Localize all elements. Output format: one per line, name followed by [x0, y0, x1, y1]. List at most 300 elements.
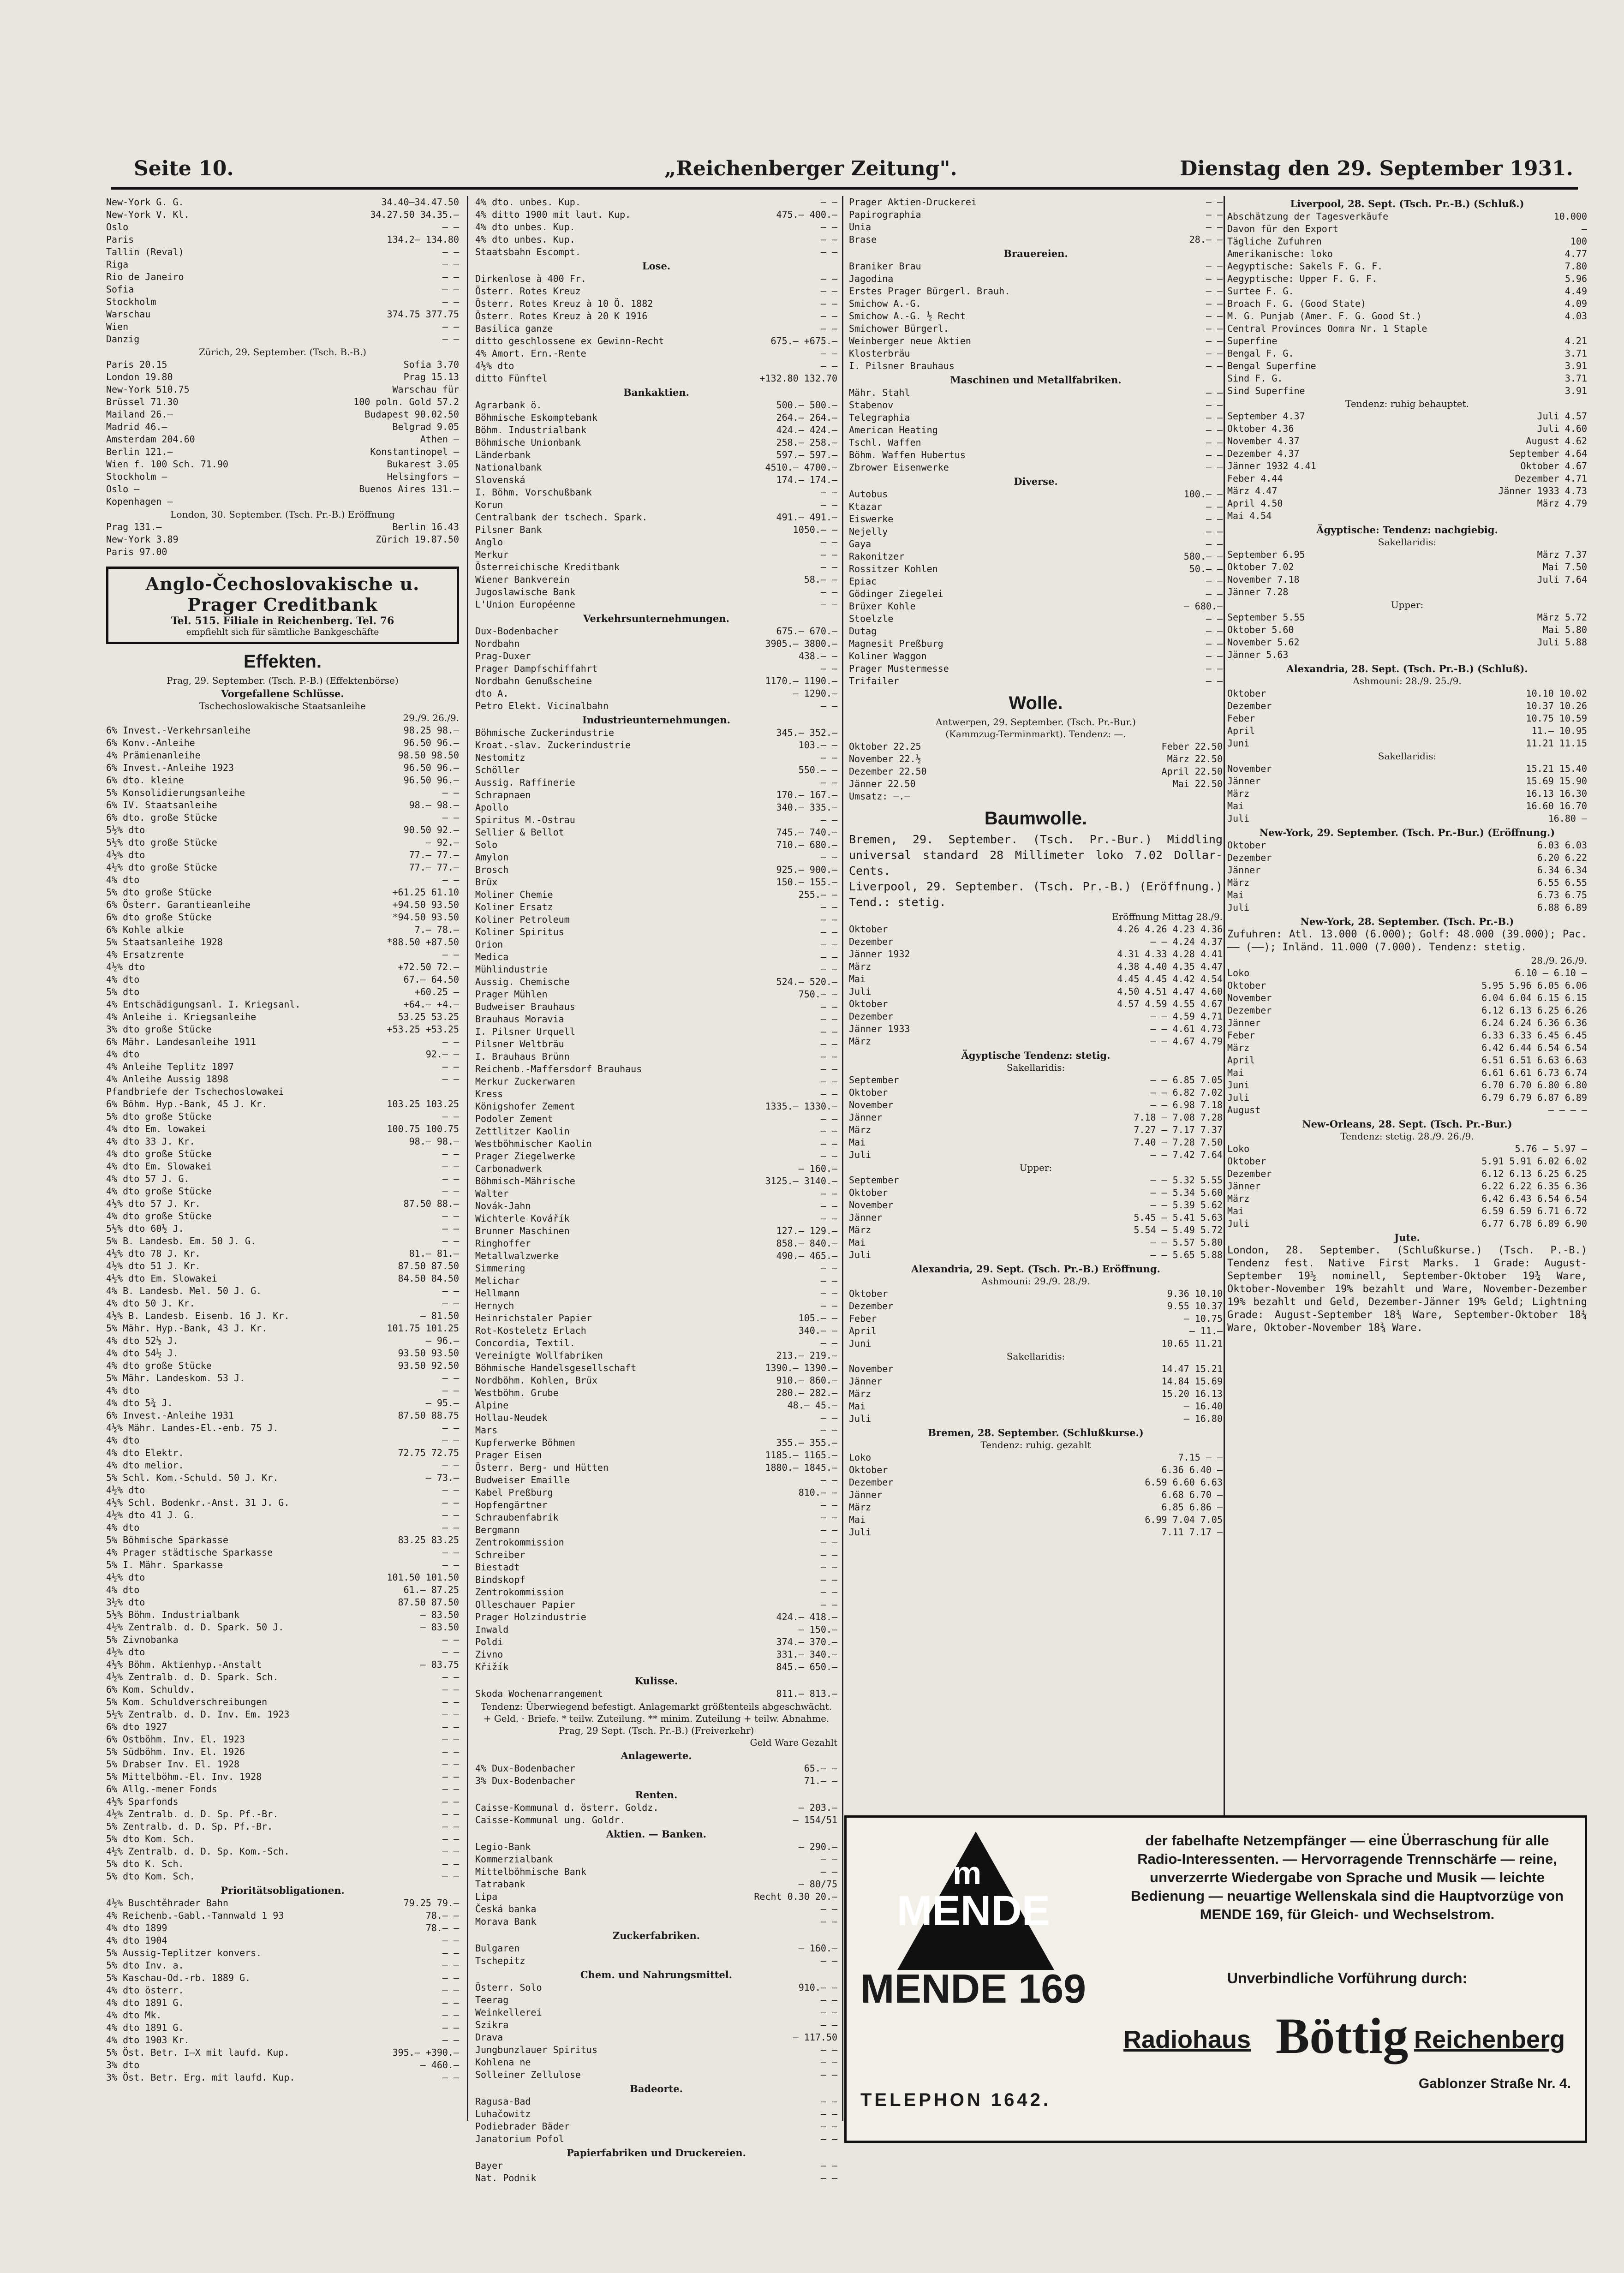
table-row — [1227, 1205, 1587, 1217]
table-row — [475, 913, 837, 926]
table-row — [106, 1845, 459, 1858]
table-row — [475, 1775, 837, 1787]
row-value: — — — [820, 499, 837, 510]
table-row — [106, 209, 459, 221]
row-value: — — — [820, 1088, 837, 1099]
row-value: 67.— 64.50 — [403, 974, 459, 985]
row-label: Jänner 1932 4.41 — [1227, 460, 1316, 471]
row-label: Oktober — [849, 998, 888, 1009]
row-label: März 4.47 — [1227, 485, 1278, 496]
table-row — [106, 1098, 459, 1110]
row-label: New-York 510.75 — [106, 384, 190, 395]
row-value: 491.— 491.— — [776, 512, 837, 523]
row-value: 77.— 77.— — [409, 849, 459, 860]
row-value: — — — [820, 1213, 837, 1224]
row-label: 4% dto 1903 Kr. — [106, 2034, 190, 2046]
row-value: — — — [442, 1833, 459, 1844]
row-value: 98.— 98.— — [409, 1136, 459, 1147]
row-value: 7.15 — — — [1178, 1452, 1223, 1463]
bank-advertisement — [106, 567, 459, 644]
row-label: Metallwalzwerke — [475, 1250, 559, 1261]
row-value: 490.— 465.— — [776, 1250, 837, 1261]
row-value: Juli 7.64 — [1537, 574, 1587, 585]
row-value: Jänner 1933 4.73 — [1498, 485, 1587, 496]
table-row — [1227, 992, 1587, 1004]
row-label: 4% Prämienanleihe — [106, 750, 201, 761]
row-label: Solleiner Zellulose — [475, 2069, 581, 2080]
row-label: Spiritus M.-Ostrau — [475, 814, 575, 825]
table-row — [475, 1915, 837, 1928]
row-label: 4½% dto — [106, 849, 145, 860]
row-label: 4% B. Landesb. Mel. 50 J. G. — [106, 1285, 262, 1296]
row-label: 4½% Sparfonds — [106, 1796, 179, 1807]
row-label: März — [849, 1502, 872, 1513]
row-label: November 22.½ — [849, 753, 921, 764]
row-value: Konstantinopel — — [370, 446, 459, 457]
row-value: — — — [1206, 638, 1223, 649]
row-label: 6% IV. Staatsanleihe — [106, 799, 217, 811]
row-label: Juli — [1227, 1092, 1250, 1103]
table-row — [475, 549, 837, 561]
table-row — [849, 310, 1223, 322]
row-label: Klosterbräu — [849, 348, 910, 359]
row-label: 4% dto Mk. — [106, 2010, 162, 2021]
alexandria-columns: Ashmouni: 29./9. 28./9. — [981, 1276, 1090, 1287]
row-label: Dezember — [849, 1011, 894, 1022]
row-value: — — — [1206, 449, 1223, 460]
aegy-sak-heading: Sakellaridis: — [1378, 537, 1437, 548]
row-label: 4% dto große Stücke — [106, 1360, 212, 1371]
anlage-list — [475, 1762, 837, 1787]
row-label: Jänner — [1227, 1181, 1261, 1192]
row-value: 10.37 10.26 — [1526, 700, 1587, 711]
row-label: Biestadt — [475, 1562, 520, 1573]
london-list — [106, 521, 459, 558]
row-label: Jänner — [849, 1489, 883, 1500]
table-row — [475, 650, 837, 662]
row-value: 374.— 370.— — [776, 1636, 837, 1647]
demo-notice: Unverbindliche Vorführung durch: — [1227, 1970, 1468, 1987]
row-label: Kopenhagen — — [106, 496, 173, 507]
row-label: Juli — [849, 1249, 872, 1260]
table-row — [1227, 763, 1587, 775]
newyork2-heading: New-York, 28. September. (Tsch. Pr.-B.) — [1300, 916, 1514, 927]
row-value: 103.25 103.25 — [387, 1098, 459, 1110]
table-row — [475, 2044, 837, 2056]
row-label: Zettlitzer Kaolin — [475, 1126, 570, 1137]
table-row — [1227, 573, 1587, 586]
table-row — [475, 638, 837, 650]
row-label: Koliner Waggon — [849, 650, 927, 662]
row-value: — — — [442, 2034, 459, 2046]
row-label: Böhmisch-Mährische — [475, 1175, 575, 1187]
row-label: Merkur Zuckerwaren — [475, 1076, 575, 1087]
row-label: 4½% Zentralb. d. D. Sp. Kom.-Sch. — [106, 1846, 290, 1857]
row-label: 6% dto. große Stücke — [106, 812, 217, 823]
table-row — [475, 700, 837, 712]
row-value: 9.36 10.10 — [1167, 1288, 1223, 1299]
row-label: 5% Drabser Inv. El. 1928 — [106, 1759, 239, 1770]
row-label: Jungbunzlauer Spiritus — [475, 2044, 597, 2055]
row-label: New-York 3.89 — [106, 534, 179, 545]
table-row — [475, 776, 837, 789]
renten-list — [475, 1802, 837, 1826]
row-value: 6.59 6.59 6.71 6.72 — [1481, 1205, 1587, 1217]
table-row — [475, 901, 837, 913]
table-row — [849, 675, 1223, 687]
table-row — [475, 926, 837, 938]
table-row — [1227, 347, 1587, 360]
row-label: 5½% Zentralb. d. D. Inv. Em. 1923 — [106, 1709, 290, 1720]
table-row — [106, 221, 459, 233]
row-label: Rot-Kosteletz Erlach — [475, 1325, 586, 1336]
row-label: 4% dto — [106, 974, 140, 985]
row-value: — — — [442, 1997, 459, 2008]
row-label: Brüx — [475, 877, 498, 888]
table-row — [475, 436, 837, 449]
row-label: Österr. Rotes Kreuz à 20 K 1916 — [475, 310, 648, 322]
row-value: 96.50 96.— — [403, 775, 459, 786]
row-value: — — — [442, 1298, 459, 1309]
row-label: 4% Prager städtische Sparkasse — [106, 1547, 273, 1558]
table-row — [849, 260, 1223, 273]
mende-radio-advertisement — [844, 1815, 1587, 2143]
legend-note: + Geld. · Briefe. * teilw. Zuteilung. ** minim. Zuteilung + teilw. Abnahme. — [483, 1713, 830, 1724]
table-row — [106, 1073, 459, 1086]
row-value: — — — [820, 561, 837, 573]
row-label: Prager Ziegelwerke — [475, 1151, 575, 1162]
table-row — [849, 985, 1223, 998]
table-row — [475, 876, 837, 889]
row-value: 7.11 7.17 — — [1161, 1527, 1223, 1538]
row-value: 6.85 6.86 — — [1161, 1502, 1223, 1513]
row-value: — — 6.82 7.02 — [1150, 1087, 1223, 1098]
row-label: Oktober — [1227, 688, 1266, 699]
row-value: 34.40—34.47.50 — [381, 197, 459, 208]
table-row — [1227, 235, 1587, 248]
table-row — [475, 1349, 837, 1362]
row-value: September 4.64 — [1509, 448, 1587, 459]
row-value: — — — [820, 1903, 837, 1915]
table-row — [475, 662, 837, 675]
table-row — [106, 283, 459, 296]
table-row — [106, 1409, 459, 1422]
table-row — [475, 1611, 837, 1623]
row-label: Agrarbank ö. — [475, 400, 542, 411]
row-value: — 16.40 — [1183, 1401, 1223, 1412]
row-value: — 1290.— — [793, 688, 837, 699]
table-row — [849, 778, 1223, 790]
row-value: 4510.— 4700.— — [765, 462, 837, 473]
row-label: Paris 97.00 — [106, 546, 167, 557]
row-label: Jänner 22.50 — [849, 778, 916, 789]
row-label: 4% dto — [106, 1522, 140, 1533]
bank-heading: Bankaktien. — [623, 387, 689, 398]
row-value: — — — [820, 700, 837, 711]
table-row — [849, 1211, 1223, 1224]
table-row — [106, 495, 459, 508]
row-label: 4% ditto 1900 mit laut. Kup. — [475, 209, 631, 220]
row-label: September 5.55 — [1227, 612, 1305, 623]
row-value: — — — [442, 1497, 459, 1508]
row-value: 4.09 — [1564, 298, 1587, 309]
row-label: 4% dto Em. lowakei — [106, 1123, 206, 1134]
row-label: Surtee F. G. — [1227, 286, 1294, 297]
liv2-heading: Liverpool, 28. Sept. (Tsch. Pr.-B.) (Schluß.) — [1290, 198, 1524, 209]
table-row — [106, 1135, 459, 1148]
row-value: — — — [820, 2019, 837, 2030]
effekten-heading: Effekten. — [244, 651, 322, 672]
row-label: Amylon — [475, 852, 509, 863]
table-row — [1227, 611, 1587, 624]
row-label: Prag-Duxer — [475, 650, 531, 662]
row-label: 4% dto große Stücke — [106, 1186, 212, 1197]
row-value: — — — [1206, 576, 1223, 587]
table-row — [106, 1534, 459, 1546]
row-label: Kohlena ne — [475, 2057, 531, 2068]
row-value: — — — [820, 537, 837, 548]
table-row — [1227, 901, 1587, 914]
row-value: — — — [820, 752, 837, 763]
table-row — [475, 461, 837, 474]
row-label: März — [1227, 877, 1250, 888]
table-row — [475, 233, 837, 246]
row-value: — — — [820, 310, 837, 322]
row-label: Brunner Maschinen — [475, 1225, 570, 1236]
row-label: Walter — [475, 1188, 509, 1199]
table-row — [106, 1559, 459, 1571]
row-value: 100.— — — [1183, 489, 1223, 500]
alex2-list — [1227, 687, 1587, 750]
row-value: — — — [820, 1994, 837, 2005]
row-label: I. Pilsner Brauhaus — [849, 360, 955, 371]
row-value: 5.91 5.91 6.02 6.02 — [1481, 1156, 1587, 1167]
newspaper-title: „Reichenberger Zeitung". — [664, 157, 957, 180]
table-row — [475, 1187, 837, 1200]
table-row — [475, 1688, 837, 1700]
row-value: — — — [442, 1485, 459, 1496]
table-row — [849, 424, 1223, 436]
row-label: Jugoslawische Bank — [475, 586, 575, 597]
row-value: 78.— — — [425, 1922, 459, 1933]
row-value: — — — [1206, 387, 1223, 398]
table-row — [475, 1125, 837, 1138]
row-value: — — — [820, 1051, 837, 1062]
table-row — [1227, 725, 1587, 737]
table-row — [106, 1472, 459, 1484]
table-row — [475, 1163, 837, 1175]
table-row — [475, 511, 837, 524]
table-row — [475, 322, 837, 335]
row-value: — — — [820, 1126, 837, 1137]
row-label: Telegraphia — [849, 412, 910, 423]
row-value: 4.26 4.26 4.23 4.36 — [1117, 924, 1223, 935]
row-value: Buenos Aires 131.— — [359, 483, 459, 495]
row-label: 4% dto melior. — [106, 1460, 184, 1471]
row-value: 3.91 — [1564, 385, 1587, 396]
row-value: 34.27.50 34.35.— — [370, 209, 459, 220]
row-value: — — — [820, 348, 837, 359]
table-row — [475, 1561, 837, 1574]
table-row — [106, 1036, 459, 1048]
row-label: 6% Konv.-Anleihe — [106, 737, 195, 748]
row-label: 4% dto — [106, 1385, 140, 1396]
row-value: — 95.— — [425, 1397, 459, 1408]
row-label: 4% dto 33 J. Kr. — [106, 1136, 195, 1147]
row-label: Erstes Prager Bürgerl. Brauh. — [849, 286, 1010, 297]
liverpool-report: Liverpool, 29. September. (Tsch. Pr.-B.) (Eröffnung.) Tend.: stetig. — [849, 880, 1223, 909]
row-label: Aegyptische: Upper F. G. F. — [1227, 273, 1378, 284]
row-value: — — — [1206, 197, 1223, 208]
row-label: November — [849, 1363, 894, 1374]
row-label: Lipa — [475, 1891, 498, 1902]
table-row — [1227, 787, 1587, 800]
alexandria-heading: Alexandria, 29. Sept. (Tsch. Pr.-B.) Eröffnung. — [911, 1263, 1160, 1275]
table-row — [1227, 1143, 1587, 1155]
row-label: Oslo — [106, 221, 129, 233]
row-value: — — — [442, 1985, 459, 1996]
row-value: — — — [442, 1684, 459, 1695]
table-row — [106, 1922, 459, 1934]
row-value: — — — [820, 1955, 837, 1966]
table-row — [475, 221, 837, 233]
table-row — [849, 1187, 1223, 1199]
row-label: Juli — [849, 1527, 872, 1538]
row-label: Anglo — [475, 537, 503, 548]
bank-ad-tagline: empfiehlt sich für sämtliche Bankgeschäfte — [186, 627, 379, 637]
row-value: 1050.— — — [793, 524, 837, 535]
row-value: — — — [820, 964, 837, 975]
table-row — [106, 1235, 459, 1247]
table-row — [1227, 852, 1587, 864]
row-value: — — — [442, 1522, 459, 1533]
row-value: — — — [820, 2044, 837, 2055]
table-row — [475, 801, 837, 814]
row-label: Dezember — [1227, 852, 1272, 863]
table-row — [475, 1866, 837, 1878]
table-row — [1227, 1193, 1587, 1205]
row-value: — — — [1206, 437, 1223, 448]
table-row — [1227, 1155, 1587, 1168]
row-label: Böhmische Eskomptebank — [475, 412, 597, 423]
row-value: — — — [820, 1866, 837, 1877]
row-value: — — 6.98 7.18 — [1150, 1099, 1223, 1110]
row-value: März 7.37 — [1537, 549, 1587, 560]
row-value: März 22.50 — [1167, 753, 1223, 764]
row-value: 4.49 — [1564, 286, 1587, 297]
row-value: April 22.50 — [1161, 766, 1223, 777]
row-label: Sind Superfine — [1227, 385, 1305, 396]
row-label: Kupferwerke Böhmen — [475, 1437, 575, 1448]
row-value: 4.57 4.59 4.55 4.67 — [1117, 998, 1223, 1009]
table-row — [1227, 273, 1587, 285]
table-row — [849, 1501, 1223, 1514]
row-value: 6.61 6.61 6.73 6.74 — [1481, 1067, 1587, 1078]
table-row — [106, 1870, 459, 1883]
verkehr-heading: Verkehrsunternehmungen. — [583, 613, 729, 624]
row-value: 3125.— 3140.— — [765, 1175, 837, 1187]
row-label: Mai — [1227, 800, 1244, 811]
row-value: — — — [820, 273, 837, 284]
table-row — [475, 449, 837, 461]
table-row — [106, 911, 459, 924]
newyork2-list — [1227, 967, 1587, 1116]
row-label: Budweiser Brauhaus — [475, 1001, 575, 1012]
row-value: 3905.— 3800.— — [765, 638, 837, 649]
row-value: 1390.— 1390.— — [765, 1362, 837, 1373]
row-label: Brase — [849, 234, 877, 245]
table-row — [475, 499, 837, 511]
table-row — [106, 458, 459, 471]
row-value: — — — [442, 1858, 459, 1869]
table-row — [106, 1796, 459, 1808]
row-label: März — [849, 1388, 872, 1399]
table-row — [106, 1272, 459, 1285]
table-row — [849, 1199, 1223, 1211]
table-row — [475, 1138, 837, 1150]
row-value: — — — [442, 259, 459, 270]
row-value: 845.— 650.— — [776, 1661, 837, 1672]
row-label: April 4.50 — [1227, 498, 1283, 509]
table-row — [475, 298, 837, 310]
row-label: Feber — [1227, 1030, 1255, 1041]
row-label: 6% Österr. Garantieanleihe — [106, 899, 251, 910]
row-value: Juli 5.88 — [1537, 637, 1587, 648]
row-label: Schrapnaen — [475, 789, 531, 800]
row-label: Mai — [1227, 1067, 1244, 1078]
row-value: — — — [820, 1537, 837, 1548]
table-row — [475, 1300, 837, 1312]
table-row — [475, 2019, 837, 2031]
bank-ad-branch: Tel. 515. Filiale in Reichenberg. Tel. 76 — [171, 615, 394, 627]
row-label: 4% dto Elektr. — [106, 1447, 184, 1458]
row-label: 4% dto 54½ J. — [106, 1348, 179, 1359]
row-label: Sind F. G. — [1227, 373, 1283, 384]
row-value: — 16.80 — [1183, 1413, 1223, 1424]
row-value: 550.— — — [798, 764, 837, 776]
table-row — [475, 1981, 837, 1994]
row-value: 6.36 6.40 — — [1161, 1464, 1223, 1475]
row-label: Böhmische Zuckerindustrie — [475, 727, 615, 738]
row-label: Vereinigte Wollfabriken — [475, 1350, 603, 1361]
row-label: Jänner — [849, 1376, 883, 1387]
row-value: 4.03 — [1564, 310, 1587, 322]
row-label: Böhmische Unionbank — [475, 437, 581, 448]
table-row — [475, 1853, 837, 1866]
row-label: Korun — [475, 499, 503, 510]
row-value: — — — [442, 1935, 459, 1946]
row-value: Mai 5.80 — [1542, 624, 1587, 635]
row-label: Smichower Bürgerl. — [849, 323, 949, 334]
row-value: 72.75 72.75 — [398, 1447, 459, 1458]
table-row — [106, 986, 459, 998]
row-label: April — [1227, 1055, 1255, 1066]
table-row — [106, 2046, 459, 2059]
table-row — [849, 1312, 1223, 1325]
table-row — [106, 1223, 459, 1235]
row-value: Belgrad 9.05 — [392, 421, 459, 432]
table-row — [106, 787, 459, 799]
row-value: — — — [820, 221, 837, 233]
table-row — [106, 1247, 459, 1260]
table-row — [849, 650, 1223, 662]
row-label: Nejelly — [849, 526, 888, 537]
row-label: Wiener Bankverein — [475, 574, 570, 585]
row-label: Mai — [1227, 889, 1244, 901]
table-row — [1227, 636, 1587, 649]
row-value: 5.96 — [1564, 273, 1587, 284]
renten-heading: Renten. — [635, 1789, 678, 1801]
